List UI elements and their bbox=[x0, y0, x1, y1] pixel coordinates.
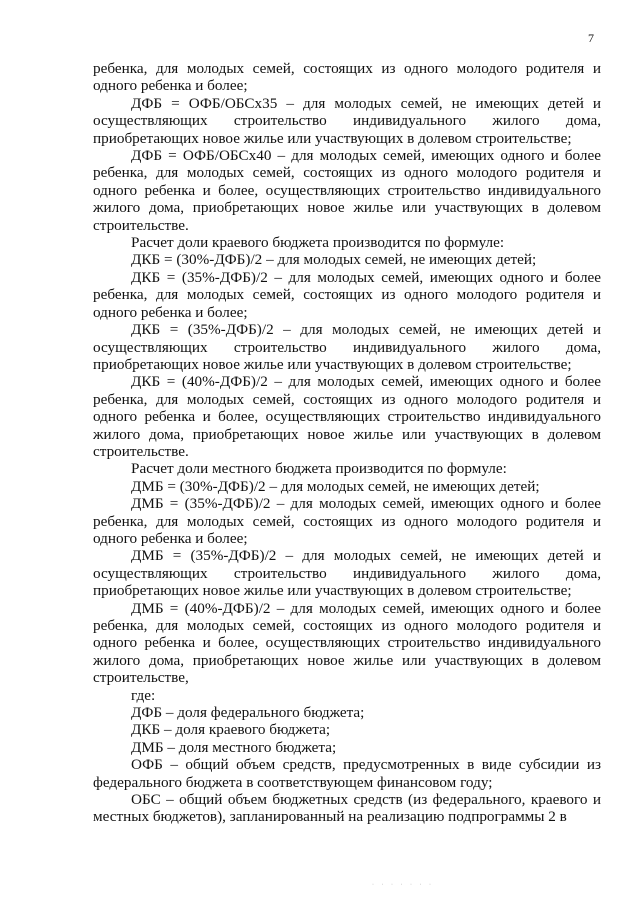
scan-speckle: · · · · · · · bbox=[372, 882, 434, 888]
paragraph: ДМБ = (35%-ДФБ)/2 – для молодых семей, не имеющих детей и осуществляющих строительство индивидуального жилого дома, приобретающих новое жилье или участвующих в долевом строительстве; bbox=[93, 547, 601, 600]
document-body bbox=[93, 60, 601, 826]
paragraph: ДКБ – доля краевого бюджета; bbox=[131, 721, 331, 739]
paragraph: ОФБ – общий объем средств, предусмотренных в виде субсидии из федерального бюджета в соответствующем финансовом году; bbox=[93, 756, 601, 791]
paragraph: ДКБ = (40%-ДФБ)/2 – для молодых семей, имеющих одного и более ребенка, для молодых семей, состоящих из одного молодого родителя и одного ребенка и более, осуществляющих строительство индивидуального жилого дома, приобретающих новое жилье или участвующих в долевом строительстве. bbox=[93, 373, 601, 460]
paragraph: ДФБ = ОФБ/ОБСх35 – для молодых семей, не имеющих детей и осуществляющих строительство индивидуального жилого дома, приобретающих новое жилье или участвующих в долевом строительстве; bbox=[93, 94, 601, 147]
paragraph: ДФБ – доля федерального бюджета; bbox=[131, 704, 365, 722]
paragraph: ДКБ = (30%-ДФБ)/2 – для молодых семей, не имеющих детей; bbox=[131, 251, 537, 269]
paragraph: Расчет доли краевого бюджета производится по формуле: bbox=[131, 234, 505, 252]
paragraph: ДКБ = (35%-ДФБ)/2 – для молодых семей, не имеющих детей и осуществляющих строительство индивидуального жилого дома, приобретающих новое жилье или участвующих в долевом строительстве; bbox=[93, 321, 601, 373]
paragraph: ДМБ = (35%-ДФБ)/2 – для молодых семей, имеющих одного и более ребенка, для молодых семей, состоящих из одного молодого родителя и одного ребенка и более; bbox=[93, 495, 601, 547]
paragraph: ДМБ – доля местного бюджета; bbox=[131, 738, 337, 756]
paragraph: ДКБ = (35%-ДФБ)/2 – для молодых семей, имеющих одного и более ребенка, для молодых семей, состоящих из одного молодого родителя и одного ребенка и более; bbox=[93, 268, 601, 321]
page-number: 7 bbox=[588, 31, 594, 45]
paragraph: Расчет доли местного бюджета производится по формуле: bbox=[131, 460, 507, 478]
paragraph: ДМБ = (40%-ДФБ)/2 – для молодых семей, имеющих одного и более ребенка, для молодых семей, состоящих из одного молодого родителя и одного ребенка и более, осуществляющих строительство индивидуального жилого дома, приобретающих новое жилье или участвующих в долевом строительстве, bbox=[93, 599, 601, 687]
paragraph: ДФБ = ОФБ/ОБСх40 – для молодых семей, имеющих одного и более ребенка, для молодых семей, состоящих из одного молодого родителя и одного ребенка и более, осуществляющих строительство индивидуального жилого дома, приобретающих новое жилье или участвующих в долевом строительстве. bbox=[93, 147, 601, 234]
paragraph: ребенка, для молодых семей, состоящих из одного молодого родителя и одного ребенка и более; bbox=[93, 60, 601, 95]
paragraph: ОБС – общий объем бюджетных средств (из федерального, краевого и местных бюджетов), запланированный на реализацию подпрограммы 2 в bbox=[93, 791, 601, 826]
paragraph: ДМБ = (30%-ДФБ)/2 – для молодых семей, не имеющих детей; bbox=[131, 477, 540, 495]
paragraph: где: bbox=[131, 686, 156, 704]
